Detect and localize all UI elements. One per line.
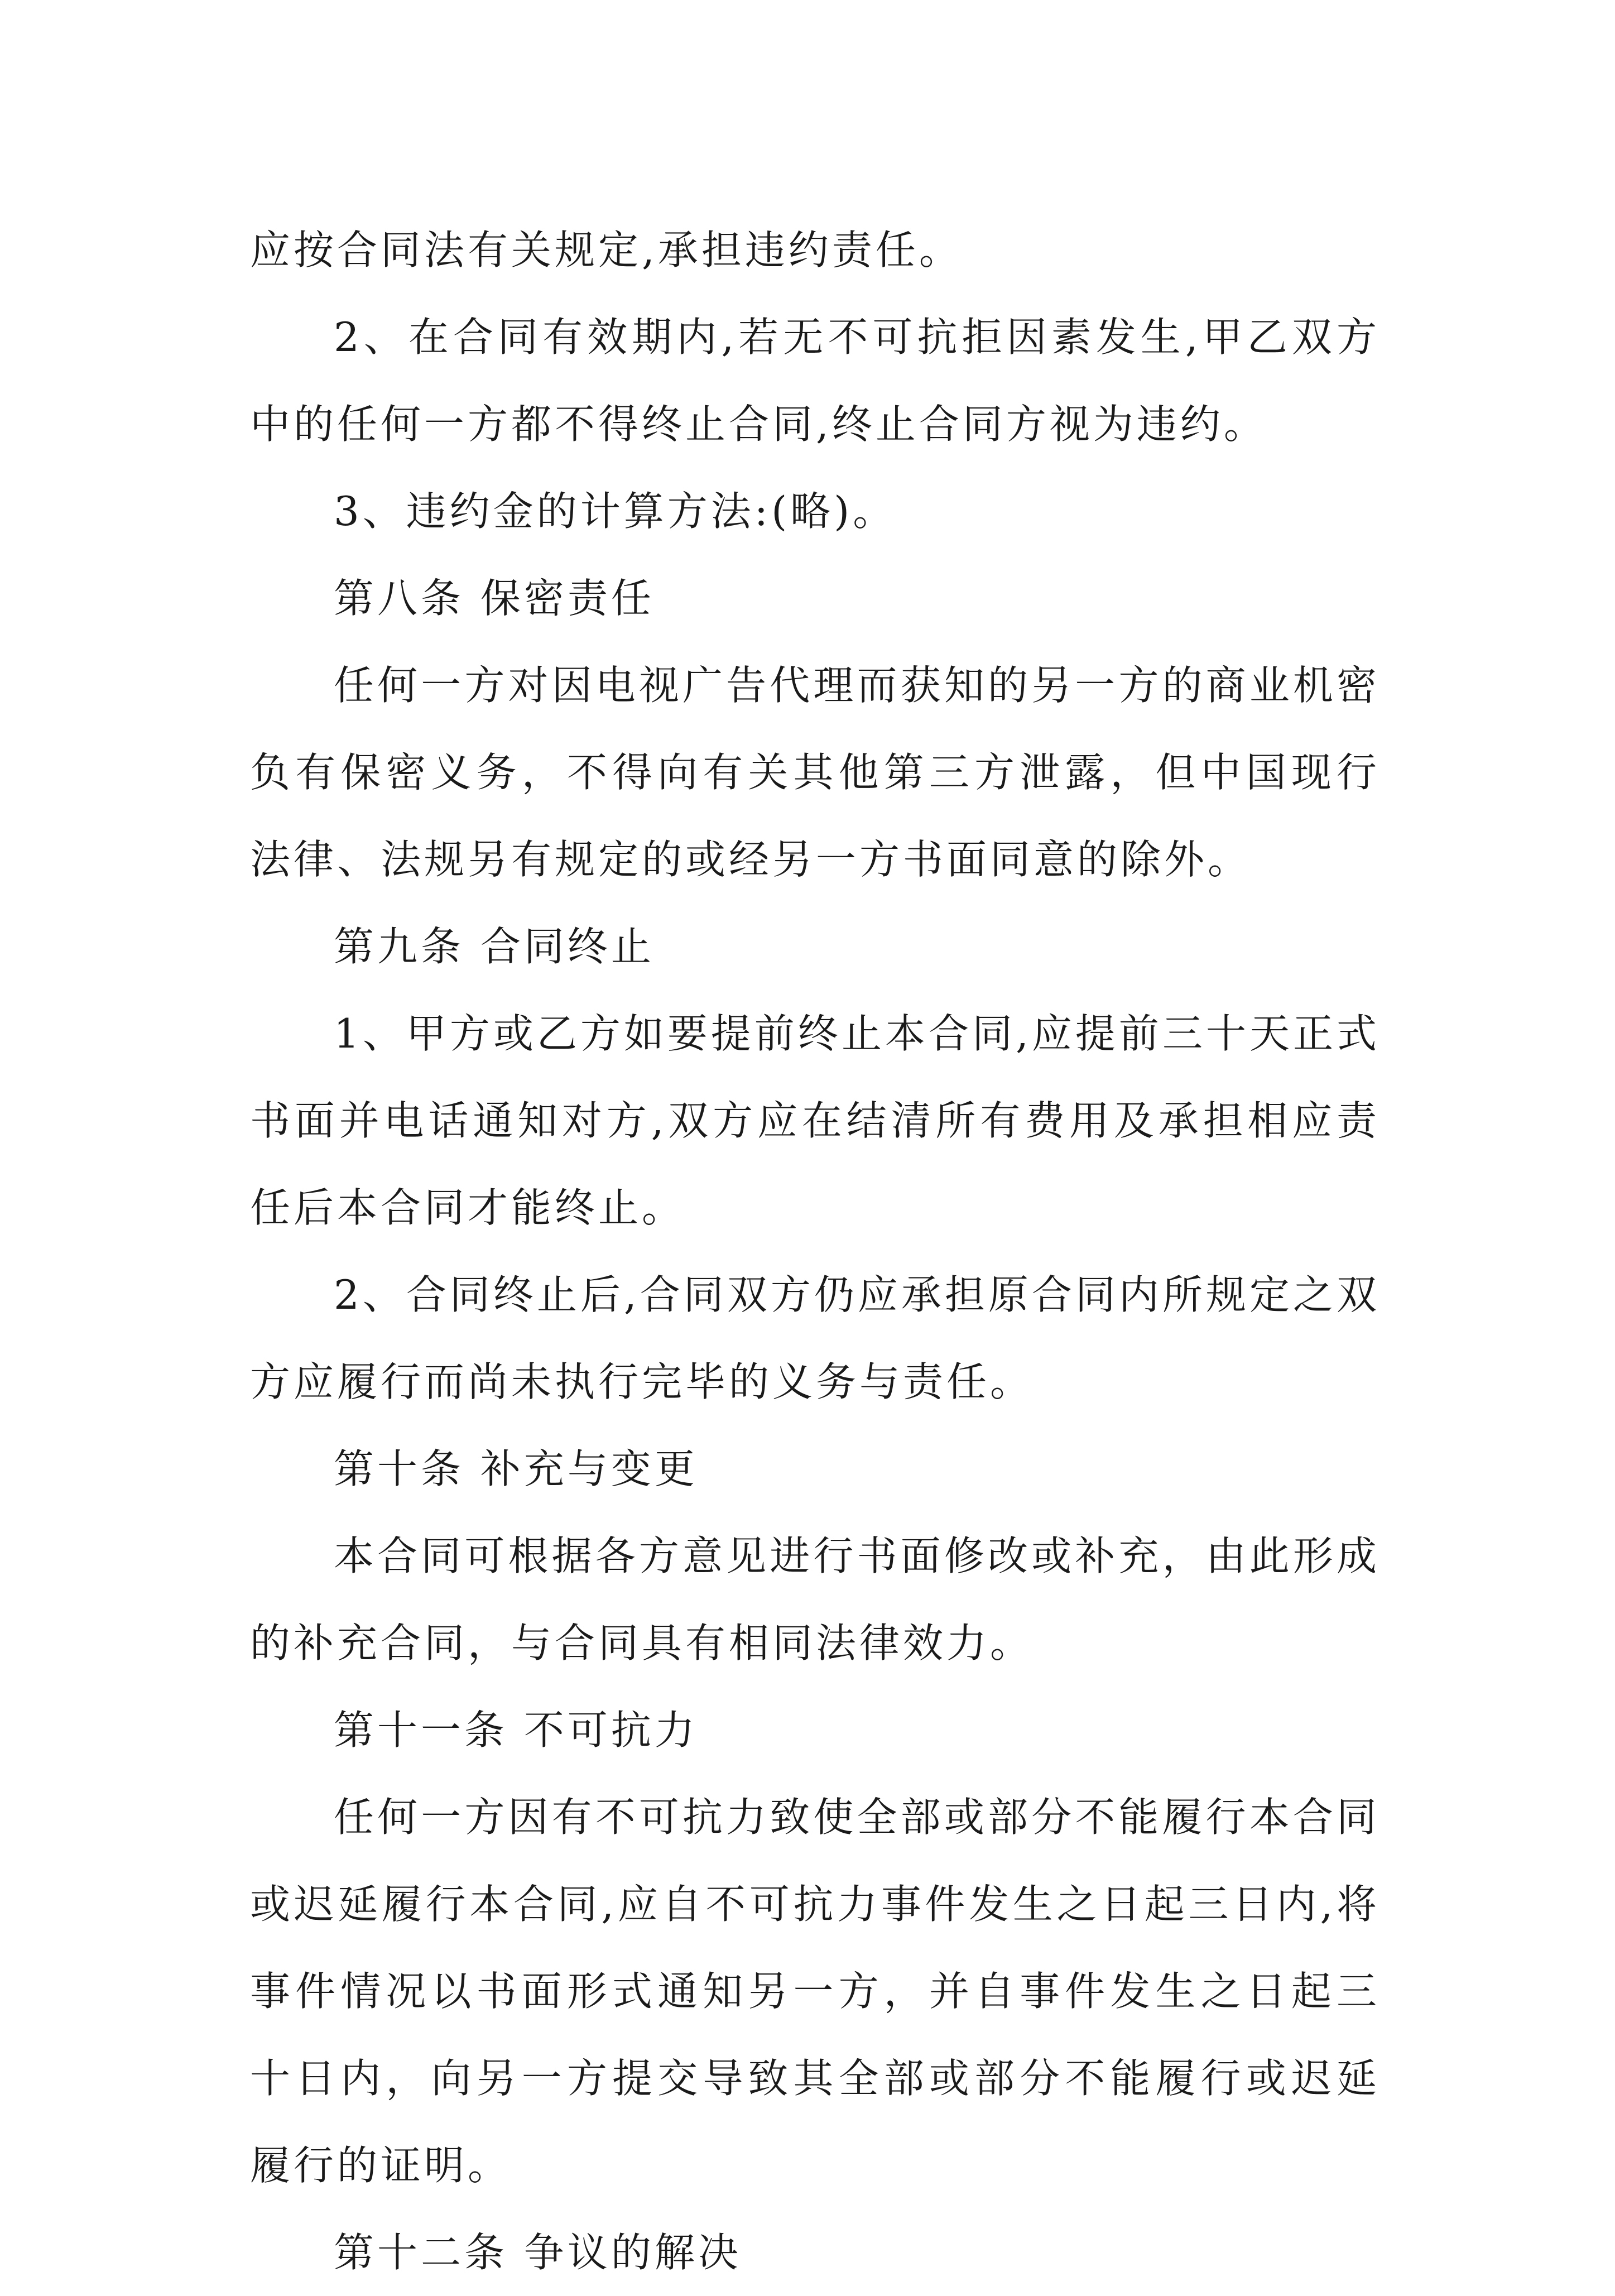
document-body [250,206,1380,2296]
paragraph-amendment: 本合同可根据各方意见进行书面修改或补充，由此形成的补充合同，与合同具有相同法律效力。 [250,1533,1380,1666]
paragraph-no-termination: 2、在合同有效期内,若无不可抗拒因素发生,甲乙双方中的任何一方都不得终止合同,终止合同方视为违约。 [250,314,1380,448]
heading-article-8: 第八条 保密责任 [334,575,655,622]
heading-article-9: 第九条 合同终止 [334,923,655,970]
heading-article-10: 第十条 补充与变更 [334,1445,698,1492]
heading-article-11: 第十一条 不可抗力 [334,1707,698,1754]
heading-article-12: 第十二条 争议的解决 [334,2229,742,2276]
paragraph-force-majeure: 任何一方因有不可抗力致使全部或部分不能履行本合同或迟延履行本合同,应自不可抗力事件发生之日起三日内,将事件情况以书面形式通知另一方，并自事件发生之日起三十日内，向另一方提交导致其全部或部分不能履行或迟延履行的证明。 [250,1794,1380,2189]
paragraph-penalty-calculation: 3、违约金的计算方法:(略)。 [334,488,897,535]
paragraph-breach-liability-end: 应按合同法有关规定,承担违约责任。 [250,227,963,273]
paragraph-confidentiality: 任何一方对因电视广告代理而获知的另一方的商业机密负有保密义务，不得向有关其他第三方泄露，但中国现行法律、法规另有规定的或经另一方书面同意的除外。 [250,662,1380,883]
paragraph-early-termination: 1、甲方或乙方如要提前终止本合同,应提前三十天正式书面并电话通知对方,双方应在结清所有费用及承担相应责任后本合同才能终止。 [250,1010,1380,1231]
paragraph-post-termination: 2、合同终止后,合同双方仍应承担原合同内所规定之双方应履行而尚未执行完毕的义务与责任。 [250,1271,1380,1405]
